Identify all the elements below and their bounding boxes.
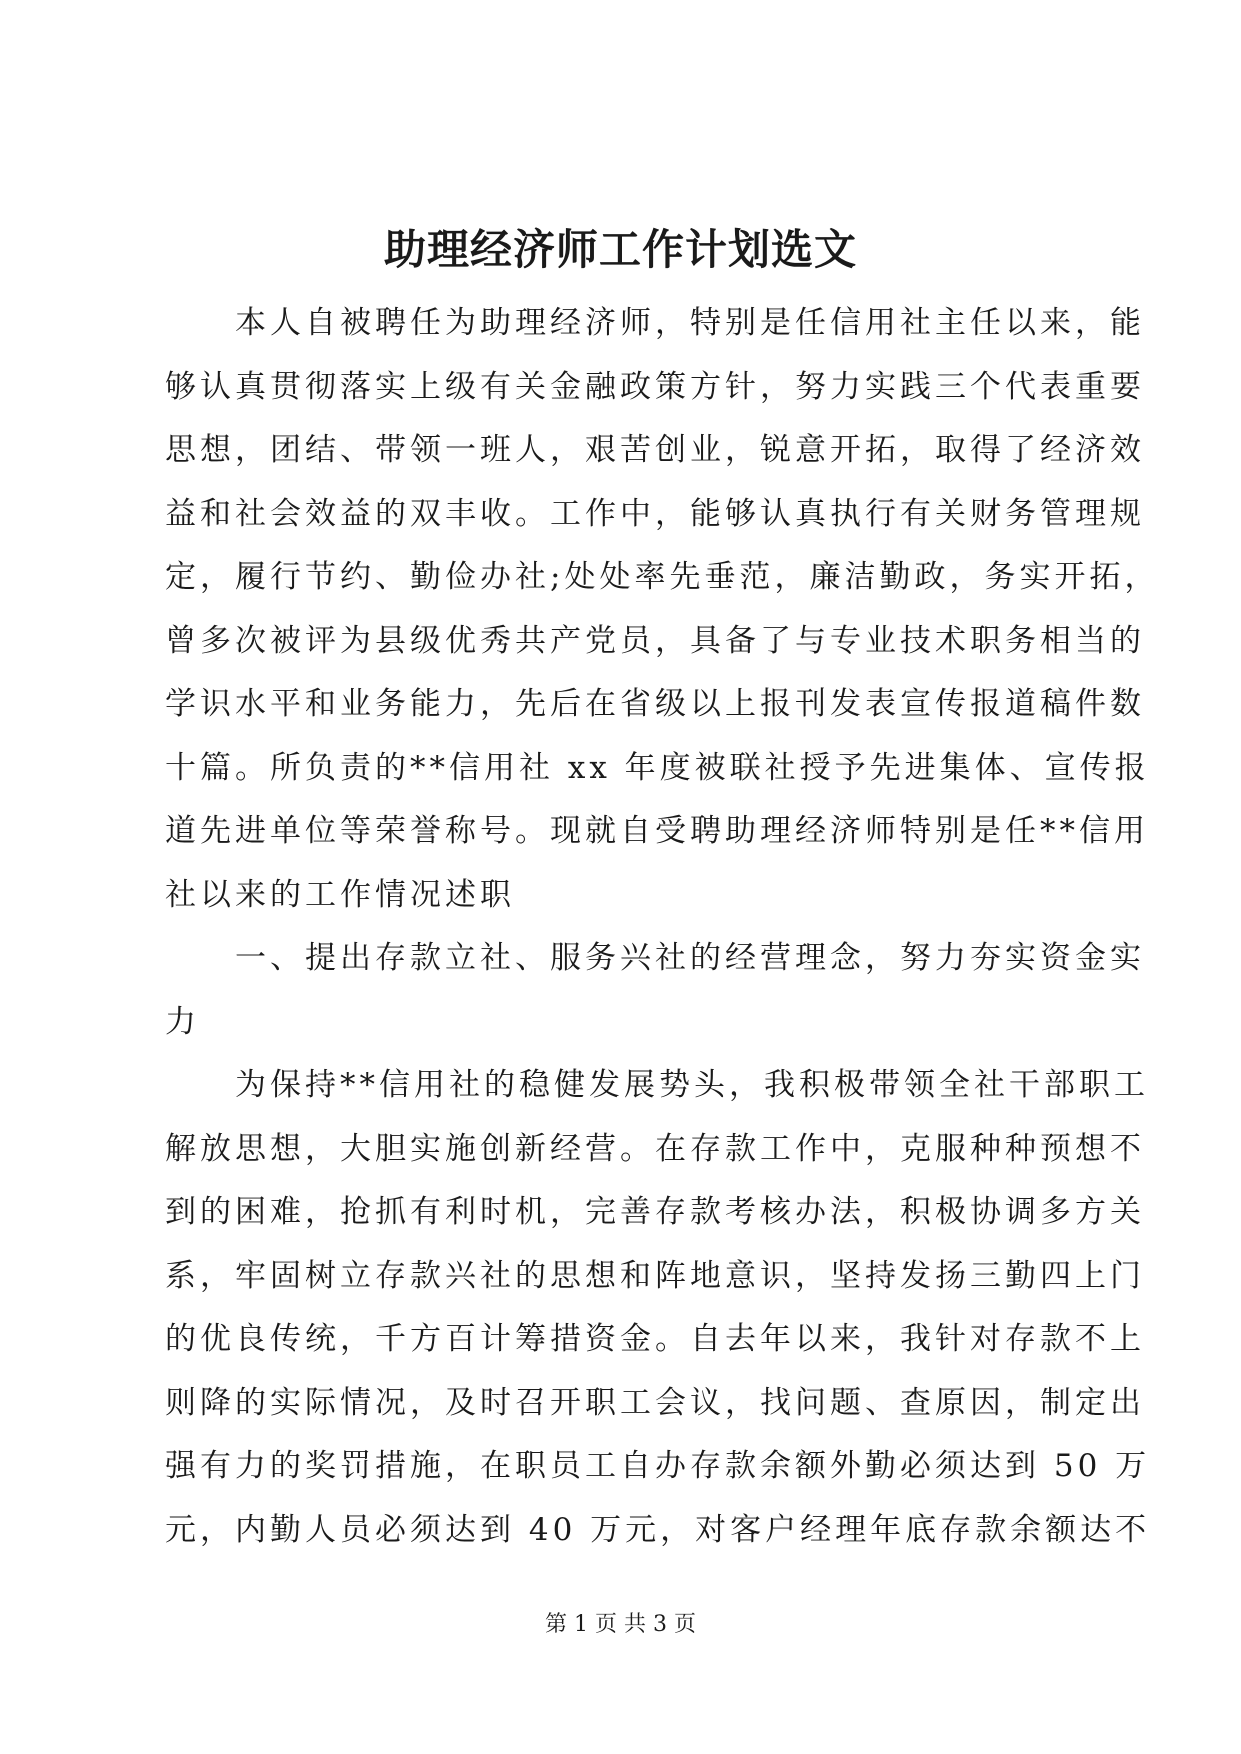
body-line: 曾多次被评为县级优秀共产党员，具备了与专业技术职务相当的 [165, 622, 1145, 659]
body-line: 益和社会效益的双丰收。工作中，能够认真执行有关财务管理规 [165, 495, 1145, 532]
body-line: 十篇。所负责的**信用社 xx 年度被联社授予先进集体、宣传报 [165, 749, 1150, 786]
body-line: 则降的实际情况，及时召开职工会议，找问题、查原因，制定出 [165, 1384, 1145, 1421]
body-line: 学识水平和业务能力，先后在省级以上报刊发表宣传报道稿件数 [165, 686, 1145, 722]
body-line: 思想，团结、带领一班人，艰苦创业，锐意开拓，取得了经济效 [165, 432, 1145, 468]
body-line: 解放思想，大胆实施创新经营。在存款工作中，克服种种预想不 [165, 1130, 1145, 1167]
body-line: 到的困难，抢抓有利时机，完善存款考核办法，积极协调多方关 [165, 1194, 1145, 1230]
section-heading-line: 一、提出存款立社、服务兴社的经营理念，努力夯实资金实 [165, 940, 1145, 976]
body-line: 系，牢固树立存款兴社的思想和阵地意识，坚持发扬三勤四上门 [165, 1257, 1145, 1294]
document-body [165, 292, 1160, 1562]
body-line: 定，履行节约、勤俭办社;处处率先垂范，廉洁勤政，务实开拓， [165, 559, 1160, 595]
document-title: 助理经济师工作计划选文 [383, 225, 857, 274]
body-line: 强有力的奖罚措施，在职员工自办存款余额外勤必须达到 50 万 [165, 1448, 1151, 1484]
page-footer: 第 1 页 共 3 页 [545, 1612, 696, 1637]
body-line: 元，内勤人员必须达到 40 万元，对客户经理年底存款余额达不 [165, 1511, 1151, 1548]
body-line: 道先进单位等荣誉称号。现就自受聘助理经济师特别是任**信用 [165, 813, 1149, 849]
body-line: 够认真贯彻落实上级有关金融政策方针，努力实践三个代表重要 [165, 368, 1145, 405]
section-heading-line: 力 [165, 1003, 200, 1040]
body-line: 为保持**信用社的稳健发展势头，我积极带领全社干部职工 [165, 1067, 1149, 1103]
body-line: 的优良传统，千方百计筹措资金。自去年以来，我针对存款不上 [165, 1321, 1145, 1357]
body-line: 本人自被聘任为助理经济师，特别是任信用社主任以来，能 [165, 305, 1145, 341]
body-line: 社以来的工作情况述职 [165, 876, 515, 913]
